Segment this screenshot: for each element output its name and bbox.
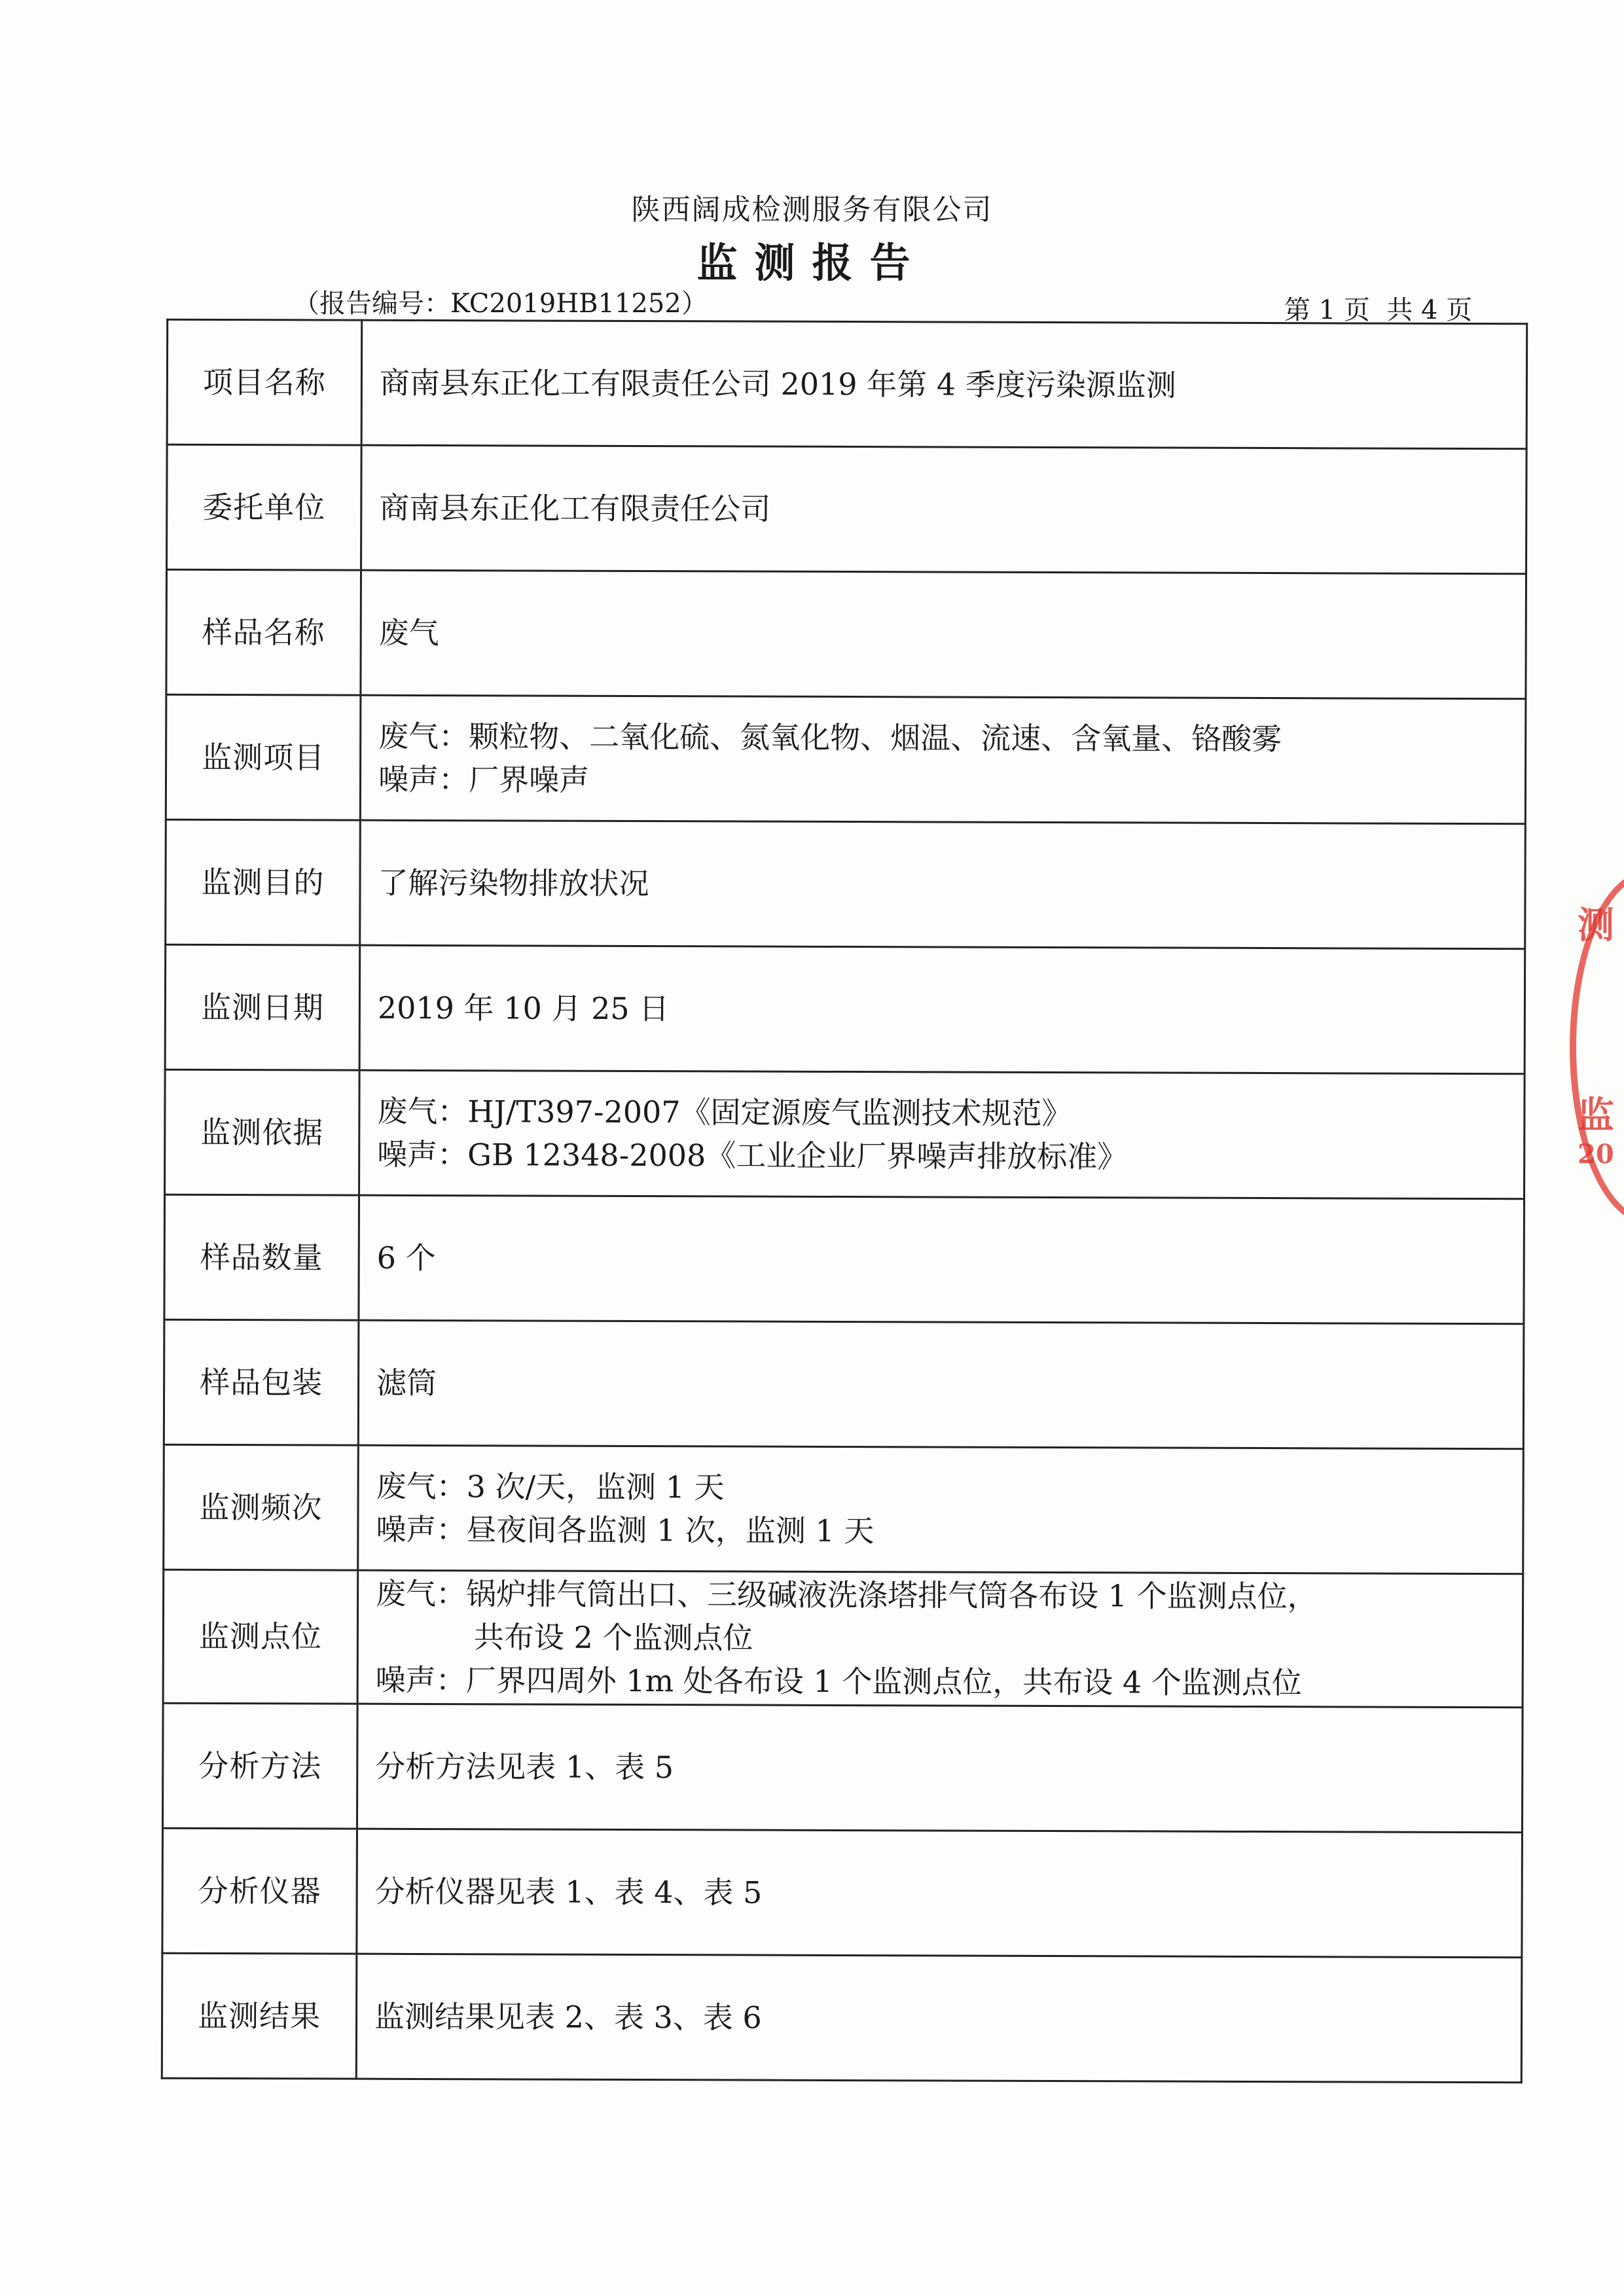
value-line: 2019 年 10 月 25 日	[377, 990, 670, 1027]
report-table-container	[161, 319, 1528, 2084]
value-line: 分析方法见表 1、表 5	[375, 1748, 674, 1785]
row-value	[360, 695, 1526, 824]
row-value	[359, 1070, 1525, 1199]
value-line: 噪声：厂界四周外 1m 处各布设 1 个监测点位，共布设 4 个监测点位	[375, 1662, 1302, 1701]
row-value	[359, 1195, 1525, 1324]
row-label: 项目名称	[167, 319, 362, 445]
value-line: 商南县东正化工有限责任公司	[379, 490, 771, 527]
seal-stamp-fragment: 20	[1578, 1139, 1614, 1170]
row-value	[357, 1829, 1523, 1958]
value-line: 商南县东正化工有限责任公司 2019 年第 4 季度污染源监测	[379, 365, 1176, 403]
company-name: 陕西阔成检测服务有限公司	[631, 193, 993, 226]
row-label: 样品名称	[166, 569, 361, 695]
table-row-instruments	[162, 1828, 1523, 1958]
row-label: 分析方法	[162, 1703, 357, 1829]
seal-stamp-fragment: 测	[1578, 904, 1614, 947]
row-label: 监测依据	[165, 1069, 360, 1195]
value-line: 分析仪器见表 1、表 4、表 5	[374, 1873, 763, 1910]
report-title: 监测报告	[696, 239, 928, 287]
value-line: 共布设 2 个监测点位	[473, 1619, 753, 1656]
value-line: 废气：锅炉排气筒出口、三级碱液洗涤塔排气筒各布设 1 个监测点位，	[376, 1576, 1318, 1615]
row-value	[358, 1320, 1524, 1449]
row-label: 监测频次	[164, 1444, 359, 1570]
table-row-methods	[162, 1703, 1523, 1833]
page-indicator: 第 1 页 共 4 页	[1284, 295, 1473, 325]
value-line: 监测结果见表 2、表 3、表 6	[374, 1998, 762, 2036]
value-line: 噪声：昼夜间各监测 1 次，监测 1 天	[376, 1511, 875, 1549]
row-value	[361, 570, 1526, 699]
row-value	[361, 320, 1527, 449]
value-line: 6 个	[376, 1240, 436, 1276]
row-label: 监测项目	[166, 694, 361, 820]
row-label: 监测点位	[163, 1570, 358, 1704]
table-row-sample-count	[164, 1194, 1525, 1324]
value-line: 噪声：GB 12348-2008《工业企业厂界噪声排放标准》	[377, 1136, 1128, 1175]
row-label: 监测目的	[166, 819, 361, 945]
value-line: 噪声：厂界噪声	[378, 761, 590, 798]
row-value	[357, 1570, 1523, 1708]
value-line: 废气	[378, 615, 439, 651]
row-value	[360, 820, 1526, 949]
row-label: 样品包装	[164, 1319, 359, 1445]
row-value	[361, 445, 1527, 574]
row-label: 委托单位	[167, 444, 362, 570]
row-label: 监测结果	[162, 1953, 357, 2079]
row-value	[356, 1954, 1522, 2083]
row-value	[358, 1445, 1524, 1574]
report-number: （报告编号：KC2019HB11252）	[293, 289, 708, 319]
table-row-date	[165, 944, 1525, 1074]
value-line: 了解污染物排放状况	[378, 865, 649, 901]
table-row-basis	[165, 1069, 1525, 1199]
table-row-packaging	[164, 1319, 1524, 1449]
value-line: 废气：HJ/T397-2007《固定源废气监测技术规范》	[377, 1093, 1072, 1131]
table-row-frequency	[164, 1444, 1524, 1574]
row-value	[359, 945, 1525, 1074]
value-line: 废气：颗粒物、二氧化硫、氮氧化物、烟温、流速、含氧量、铬酸雾	[378, 718, 1282, 757]
row-value	[357, 1704, 1523, 1833]
table-row-monitoring-items	[166, 694, 1526, 824]
value-line: 滤筒	[376, 1365, 437, 1401]
seal-stamp-fragment: 监	[1578, 1094, 1614, 1137]
table-row-sample-name	[166, 569, 1526, 699]
table-row-client	[167, 444, 1527, 574]
value-line: 废气：3 次/天，监测 1 天	[376, 1468, 725, 1505]
table-row-results	[162, 1953, 1522, 2083]
row-label: 分析仪器	[162, 1828, 357, 1954]
report-info-table	[161, 319, 1528, 2084]
row-label: 样品数量	[164, 1194, 359, 1320]
row-label: 监测日期	[165, 944, 360, 1070]
table-row-purpose	[166, 819, 1526, 949]
table-row-points	[163, 1570, 1523, 1708]
table-row-project-name	[167, 319, 1527, 449]
